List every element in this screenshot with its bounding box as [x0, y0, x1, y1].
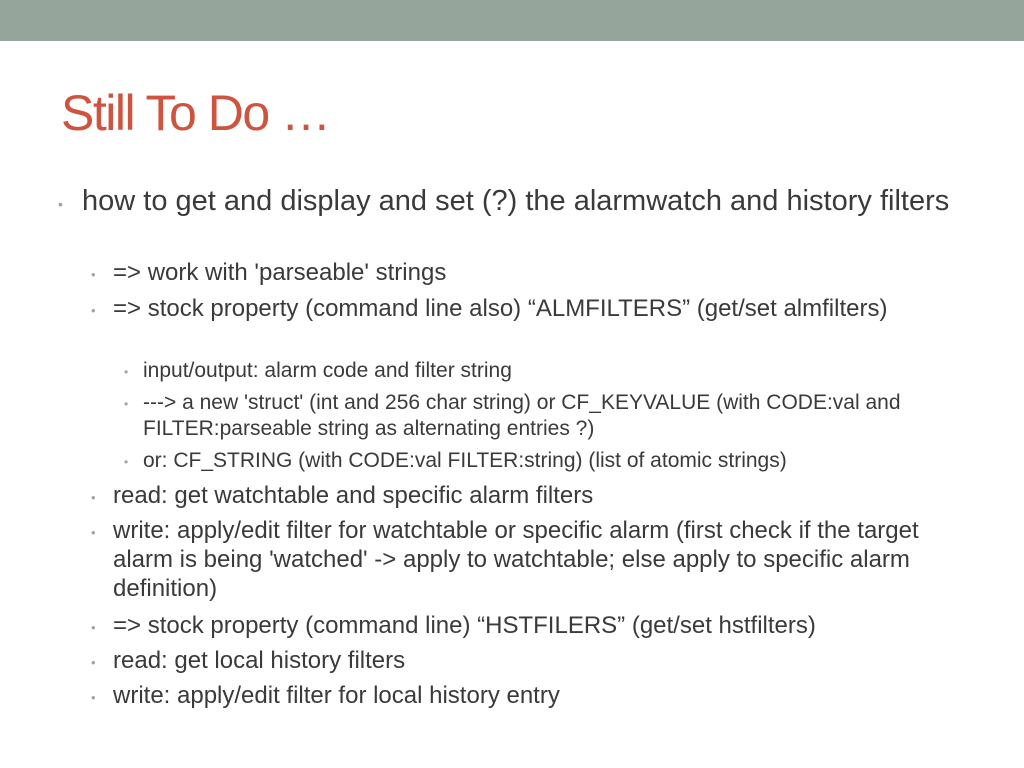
- bullet-text: read: get local history filters: [113, 647, 406, 674]
- bullet-text: ---> a new 'struct' (int and 256 char string) or CF_KEYVALUE (with CODE:val and FILTER:parseable string as alternating entries ?): [143, 391, 901, 440]
- bullet-text: write: apply/edit filter for watchtable or specific alarm (first check if the target alarm is being 'watched' -> apply to watchtable; else apply to specific alarm definition): [113, 517, 919, 602]
- bullet-text: => stock property (command line) “HSTFILERS” (get/set hstfilters): [113, 612, 816, 639]
- bullet-item: [124, 358, 983, 384]
- bullet-item: [91, 294, 983, 323]
- bullet-icon: •: [124, 397, 129, 411]
- bullet-text: or: CF_STRING (with CODE:val FILTER:string) (list of atomic strings): [143, 449, 787, 472]
- bullet-text: => work with 'parseable' strings: [113, 259, 447, 286]
- bullet-item: [91, 481, 983, 510]
- bullet-text: write: apply/edit filter for local history entry: [113, 682, 560, 709]
- bullet-icon: •: [91, 303, 96, 318]
- bullet-item: [91, 516, 983, 603]
- bullet-icon: •: [91, 490, 96, 505]
- bullet-item: [124, 390, 983, 442]
- bullet-icon: •: [91, 655, 96, 670]
- bullet-icon: •: [124, 455, 129, 469]
- bullet-item: [91, 681, 983, 710]
- bullet-icon: •: [58, 196, 63, 212]
- slide-title: Still To Do …: [61, 85, 330, 141]
- top-accent-bar: [0, 0, 1024, 41]
- bullet-icon: •: [91, 620, 96, 635]
- bullet-text: how to get and display and set (?) the alarmwatch and history filters: [82, 185, 950, 217]
- bullet-item: [91, 646, 983, 675]
- bullet-item: [124, 448, 983, 474]
- bullet-text: read: get watchtable and specific alarm filters: [113, 482, 594, 509]
- bullet-item: [91, 258, 983, 287]
- bullet-icon: •: [124, 365, 129, 379]
- bullet-icon: •: [91, 690, 96, 705]
- bullet-text: input/output: alarm code and filter string: [143, 359, 512, 382]
- bullet-icon: •: [91, 267, 96, 282]
- bullet-icon: •: [91, 525, 96, 540]
- bullet-text: => stock property (command line also) “ALMFILTERS” (get/set almfilters): [113, 295, 888, 322]
- bullet-item: [58, 184, 982, 218]
- bullet-item: [91, 611, 983, 640]
